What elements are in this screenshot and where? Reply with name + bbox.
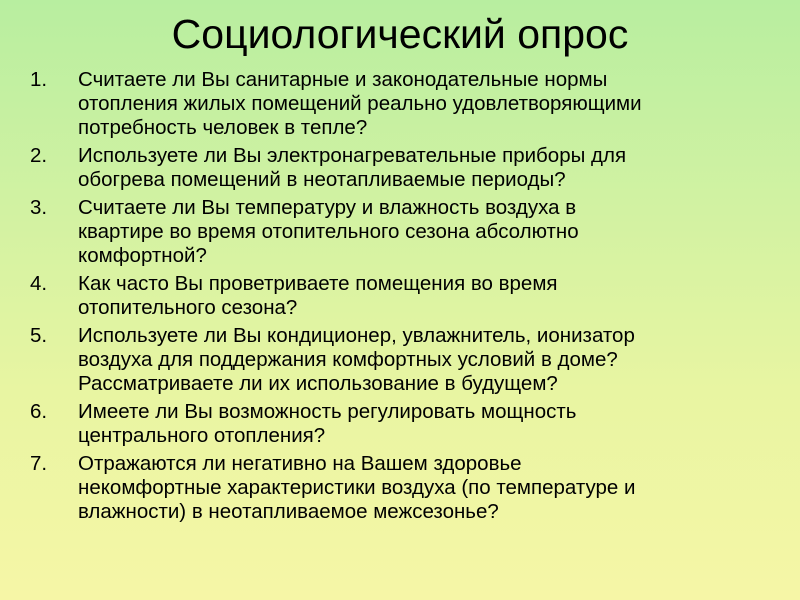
question-text: Отражаются ли негативно на Вашем здоровье некомфортные характеристики воздуха (по температуре и влажности) в неотапливаемое межсезонье? [78,452,636,523]
question-text: Как часто Вы проветриваете помещения во время отопительного сезона? [78,272,558,319]
question-text: Считаете ли Вы санитарные и законодательные нормы отопления жилых помещений реально удовлетворяющими потребность человек в тепле? [78,68,642,139]
question-item-7 [30,452,770,524]
question-item-6 [30,400,770,448]
question-number: 4. [30,272,48,295]
question-item-2 [30,144,770,192]
question-number: 2. [30,144,48,167]
question-item-5 [30,324,770,396]
question-text: Используете ли Вы электронагревательные приборы для обогрева помещений в неотапливаемые периоды? [78,144,627,191]
question-text: Имеете ли Вы возможность регулировать мощность центрального отопления? [78,400,577,447]
question-number: 3. [30,196,48,219]
question-text: Используете ли Вы кондиционер, увлажнитель, ионизатор воздуха для поддержания комфортных условий в доме? Рассматриваете ли их использование в будущем? [78,324,635,395]
question-item-3 [30,196,770,268]
question-number: 7. [30,452,48,475]
slide-title: Социологический опрос [171,11,629,57]
question-item-4 [30,272,770,320]
question-number: 1. [30,68,48,91]
question-text: Считаете ли Вы температуру и влажность воздуха в квартире во время отопительного сезона абсолютно комфортной? [78,196,579,267]
question-number: 5. [30,324,48,347]
question-list [30,68,770,528]
question-number: 6. [30,400,48,423]
question-item-1 [30,68,770,140]
